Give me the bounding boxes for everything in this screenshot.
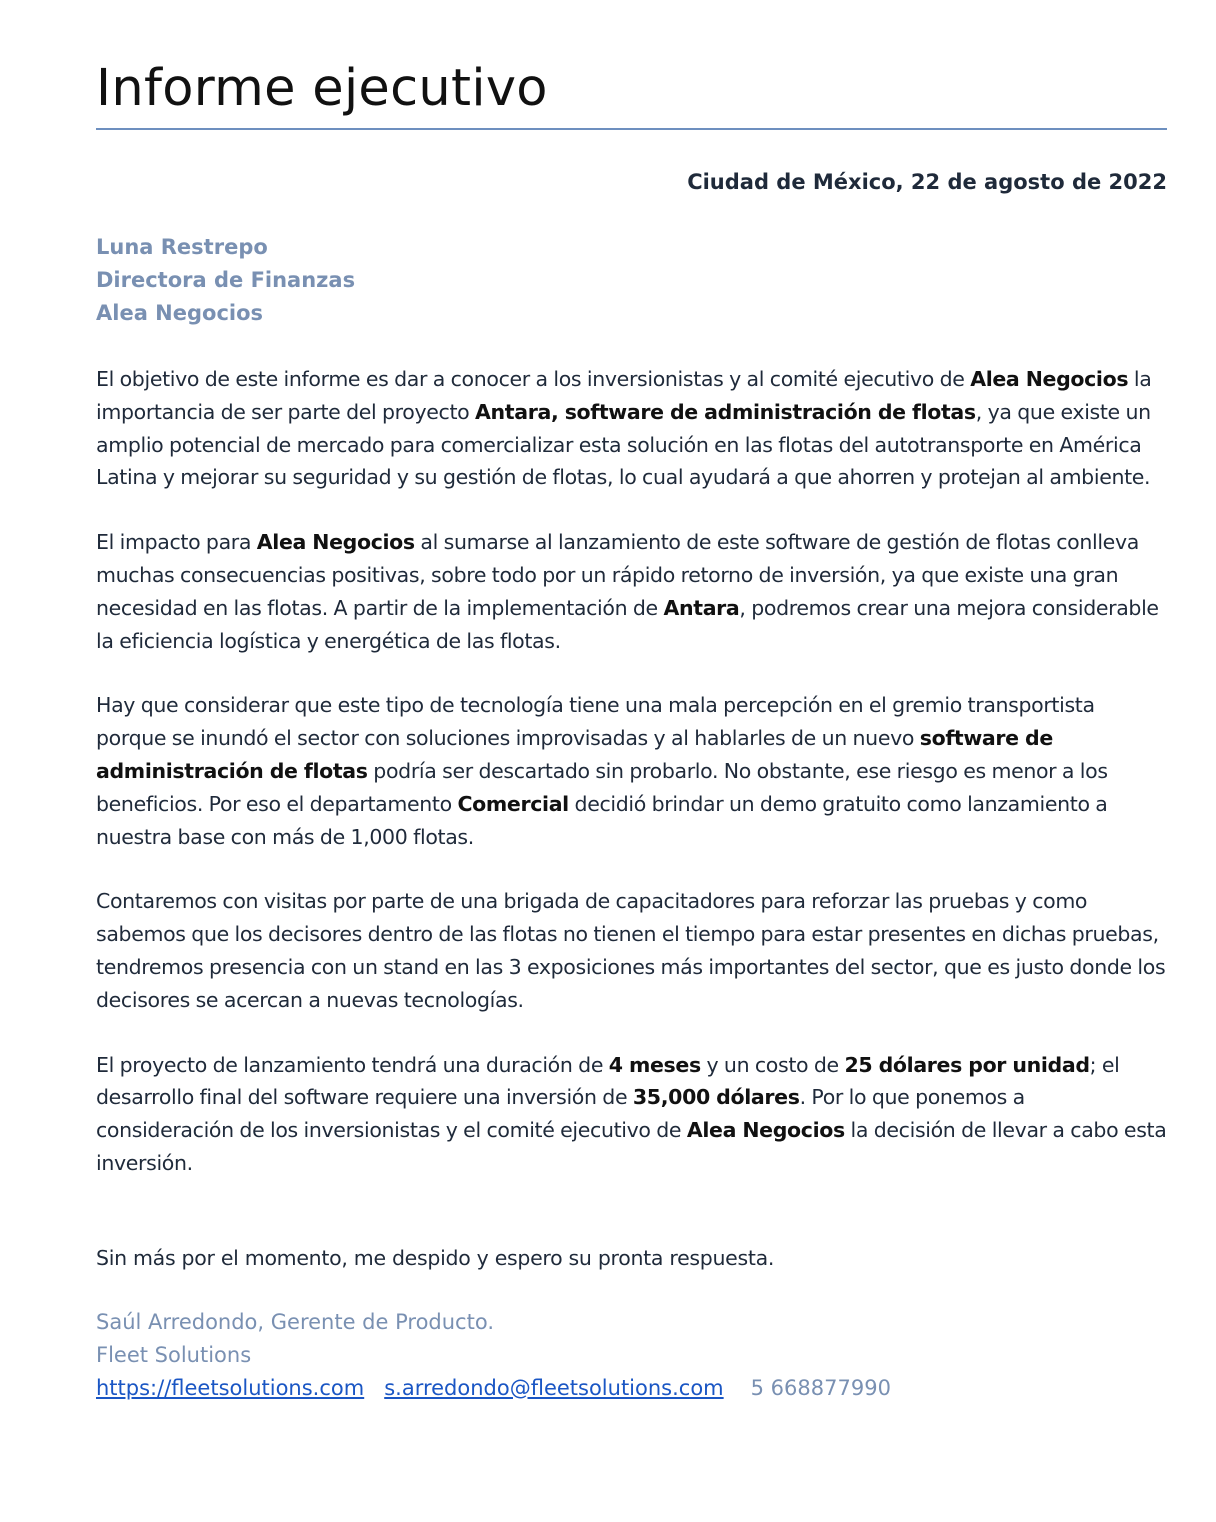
bold-run: Alea Negocios xyxy=(970,367,1129,391)
text-run: , ya que existe un amplio potencial de mercado para comercializar esta solución en las flotas del autotransporte en América Latina y mejorar su seguridad y su gestión de flotas, lo cual ayudará a que ahorren y protejan al ambiente. xyxy=(96,399,1151,490)
website-link[interactable]: https://fleetsolutions.com xyxy=(96,1375,365,1400)
recipient-block xyxy=(96,231,1167,330)
signature-block xyxy=(96,1306,1167,1405)
place-date: Ciudad de México, 22 de agosto de 2022 xyxy=(687,170,1167,194)
text-run: El objetivo de este informe es dar a conocer a los inversionistas y al comité ejecutivo de xyxy=(96,367,971,391)
bold-run: Alea Negocios xyxy=(256,530,415,555)
text-run: . Por lo que ponemos a consideración de los inversionistas y el comité ejecutivo de xyxy=(96,1085,1025,1143)
text-run: la decisión de llevar a cabo esta inversión. xyxy=(96,1118,1167,1175)
bold-run: 4 meses xyxy=(608,1052,701,1077)
signature-company: Fleet Solutions xyxy=(96,1342,252,1367)
email-link[interactable]: s.arredondo@fleetsolutions.com xyxy=(384,1375,724,1400)
bold-run: 25 dólares por unidad xyxy=(844,1052,1090,1077)
signature-name: Saúl Arredondo, Gerente de Producto. xyxy=(96,1309,494,1334)
text-run: y un costo de xyxy=(700,1052,845,1077)
paragraph-investment xyxy=(96,1049,1167,1180)
text-run: la importancia de ser parte del proyecto xyxy=(96,367,1152,424)
bold-run: Antara, software de administración de flotas xyxy=(475,399,976,424)
text-run: decidió brindar un demo gratuito como lanzamiento a nuestra base con más de 1,000 flotas. xyxy=(96,791,1108,849)
paragraph-risk xyxy=(96,689,1167,853)
text-run: podría ser descartado sin probarlo. No obstante, ese riesgo es menor a los beneficios. Por eso el departamento xyxy=(96,758,1108,816)
phone-number: 5 668877990 xyxy=(750,1375,891,1400)
recipient-position: Directora de Finanzas xyxy=(96,268,356,292)
bold-run: Alea Negocios xyxy=(686,1118,845,1143)
closing-line: Sin más por el momento, me despido y espero su pronta respuesta. xyxy=(96,1245,775,1270)
bold-run: Comercial xyxy=(457,791,569,816)
text-run: Hay que considerar que este tipo de tecnología tiene una mala percepción en el gremio transportista porque se inundó el sector con soluciones improvisadas y al hablarles de un nuevo xyxy=(96,693,1095,751)
paragraph-objective xyxy=(96,363,1167,494)
paragraph-visits xyxy=(96,885,1167,1016)
contact-row xyxy=(96,1372,1167,1405)
bold-run: software de administración de flotas xyxy=(96,726,1053,783)
text-run: al sumarse al lanzamiento de este software de gestión de flotas conlleva muchas consecuencias positivas, sobre todo por un rápido retorno de inversión, ya que existe una gran necesidad en las flotas. A partir de la implementación de xyxy=(96,530,1139,620)
paragraph-impact xyxy=(96,526,1167,657)
recipient-name: Luna Restrepo xyxy=(96,235,268,259)
bold-run: Antara xyxy=(663,595,740,620)
text-run: Contaremos con visitas por parte de una brigada de capacitadores para reforzar las pruebas y como sabemos que los decisores dentro de las flotas no tienen el tiempo para estar presentes en dichas pruebas, tendremos presencia con un stand en las 3 exposiciones más importantes del sector, que es justo donde los decisores se acercan a nuevas tecnologías. xyxy=(96,889,1166,1012)
text-run: ; el desarrollo final del software requiere una inversión de xyxy=(96,1052,1120,1110)
title-divider xyxy=(96,128,1167,130)
text-run: , podremos crear una mejora considerable la eficiencia logística y energética de las flotas. xyxy=(96,595,1159,653)
text-run: El proyecto de lanzamiento tendrá una duración de xyxy=(96,1052,609,1077)
text-run: El impacto para xyxy=(96,530,257,555)
recipient-company: Alea Negocios xyxy=(96,301,264,325)
bold-run: 35,000 dólares xyxy=(632,1085,800,1110)
document-title: Informe ejecutivo xyxy=(96,59,548,118)
document-page xyxy=(96,0,1167,1405)
